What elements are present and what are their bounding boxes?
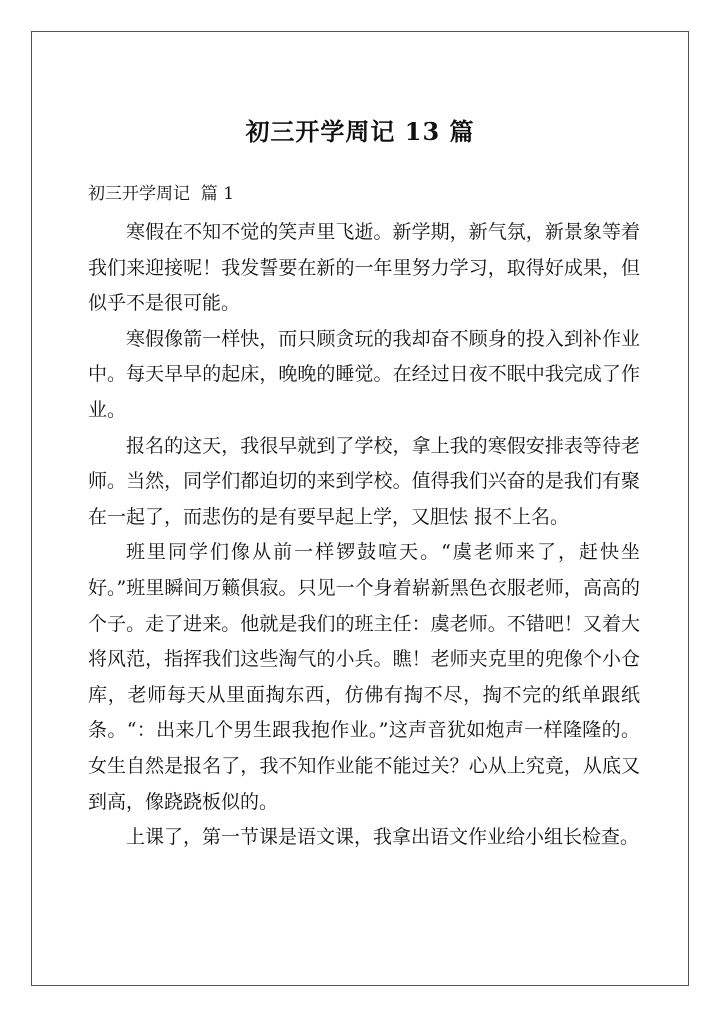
paragraph: 报名的这天，我很早就到了学校，拿上我的寒假安排表等待老师。当然，同学们都迫切的来到学校。值得我们兴奋的是我们有聚在一起了，而悲伤的是有要早起上学，又胆怯 报不上名。 [88, 434, 640, 528]
paragraph: 班里同学们像从前一样锣鼓喧天。“虞老师来了，赶快坐好。”班里瞬间万籁俱寂。只见一个身着崭新黑色衣服老师，高高的个子。走了进来。他就是我们的班主任：虞老师。不错吧！又着大将风范，指挥我们这些淘气的小兵。瞧！老师夹克里的兜像个小仓库，老师每天从里面掏东西，仿佛有掏不尽，掏不完的纸单跟纸条。“：出来几个男生跟我抱作业。”这声音犹如炮声一样隆隆的。女生自然是报名了，我不知作业能不能过关？心从上究竟，从底又到高，像跷跷板似的。 [88, 541, 640, 813]
paragraph: 寒假像箭一样快，而只顾贪玩的我却奋不顾身的投入到补作业中。每天早早的起床，晚晚的睡觉。在经过日夜不眠中我完成了作业。 [88, 327, 640, 421]
document-title: 初三开学周记 13 篇 [245, 117, 475, 146]
paragraph: 上课了，第一节课是语文课，我拿出语文作业给小组长检查。 [126, 826, 640, 849]
section-heading: 初三开学周记 篇 1 [88, 184, 235, 204]
paragraph: 寒假在不知不觉的笑声里飞逝。新学期，新气氛，新景象等着我们来迎接呢！我发誓要在新的一年里努力学习，取得好成果，但似乎不是很可能。 [88, 221, 640, 315]
document-body [88, 215, 640, 856]
